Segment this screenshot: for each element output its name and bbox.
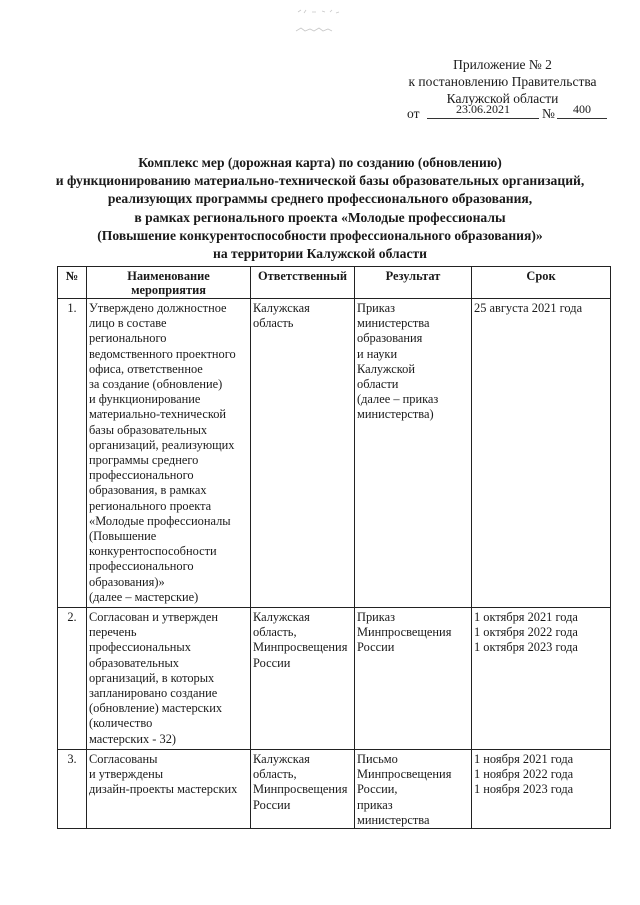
title-line: и функционированию материально-технической базы образовательных организаций, (55, 173, 585, 189)
appendix-header (395, 56, 610, 107)
row-responsible: Калужская область (251, 299, 355, 608)
row-term: 1 октября 2021 года 1 октября 2022 года 1 октября 2023 года (472, 608, 611, 750)
title-line: реализующих программы среднего профессионального образования, (107, 191, 533, 207)
title-line: в рамках регионального проекта «Молодые профессионалы (134, 209, 506, 225)
faint-stamp-mark (284, 4, 354, 38)
title-line: Комплекс мер (дорожная карта) по созданию (обновлению) (138, 155, 502, 170)
header-number: № (58, 267, 87, 299)
appendix-title: Приложение № 2 (453, 57, 552, 72)
row-result: Приказ Минпросвещения России (355, 608, 472, 750)
row-term: 25 августа 2021 года (472, 299, 611, 608)
title-line: на территории Калужской области (213, 246, 427, 262)
row-measure-name: Согласован и утвержден перечень профессиональных образовательных организаций, в которых запланировано создание (обновление) мастерских (количество мастерских - 32) (87, 608, 251, 750)
resolution-date-number (407, 104, 617, 124)
row-number: 2. (58, 608, 87, 750)
roadmap-table (57, 266, 611, 829)
number-label: № (542, 106, 555, 121)
row-result: Приказ министерства образования и науки Калужской области (далее – приказ министерства) (355, 299, 472, 608)
row-term: 1 ноября 2021 года 1 ноября 2022 года 1 ноября 2023 года (472, 749, 611, 828)
table-row (58, 749, 611, 828)
title-line: (Повышение конкурентоспособности профессионального образования)» (97, 227, 543, 243)
row-number: 3. (58, 749, 87, 828)
header-result: Результат (355, 267, 472, 299)
row-measure-name: Согласованы и утверждены дизайн-проекты мастерских (87, 749, 251, 828)
from-label: от (407, 106, 420, 121)
row-responsible: Калужская область, Минпросвещения России (251, 749, 355, 828)
document-title (20, 154, 620, 263)
header-name: Наименование мероприятия (87, 267, 251, 299)
table-row (58, 608, 611, 750)
header-responsible: Ответственный (251, 267, 355, 299)
row-responsible: Калужская область, Минпросвещения России (251, 608, 355, 750)
header-term: Срок (472, 267, 611, 299)
table-header-row (58, 267, 611, 299)
resolution-number: 400 (557, 102, 607, 119)
resolution-date: 23.06.2021 (427, 102, 539, 119)
appendix-resolution: к постановлению Правительства (408, 74, 597, 89)
row-result: Письмо Минпросвещения России, приказ министерства (355, 749, 472, 828)
row-number: 1. (58, 299, 87, 608)
row-measure-name: Утверждено должностное лицо в составе регионального ведомственного проектного офиса, ответственное за создание (обновление) и функционирование материально-технической базы образовательных организаций, реализующих программы среднего профессионального образования, в рамках регионального проекта «Молодые профессионалы (Повышение конкурентоспособности профессионального образования)» (далее – мастерские) (87, 299, 251, 608)
table-row (58, 299, 611, 608)
appendix-region: Калужской области (446, 91, 559, 106)
